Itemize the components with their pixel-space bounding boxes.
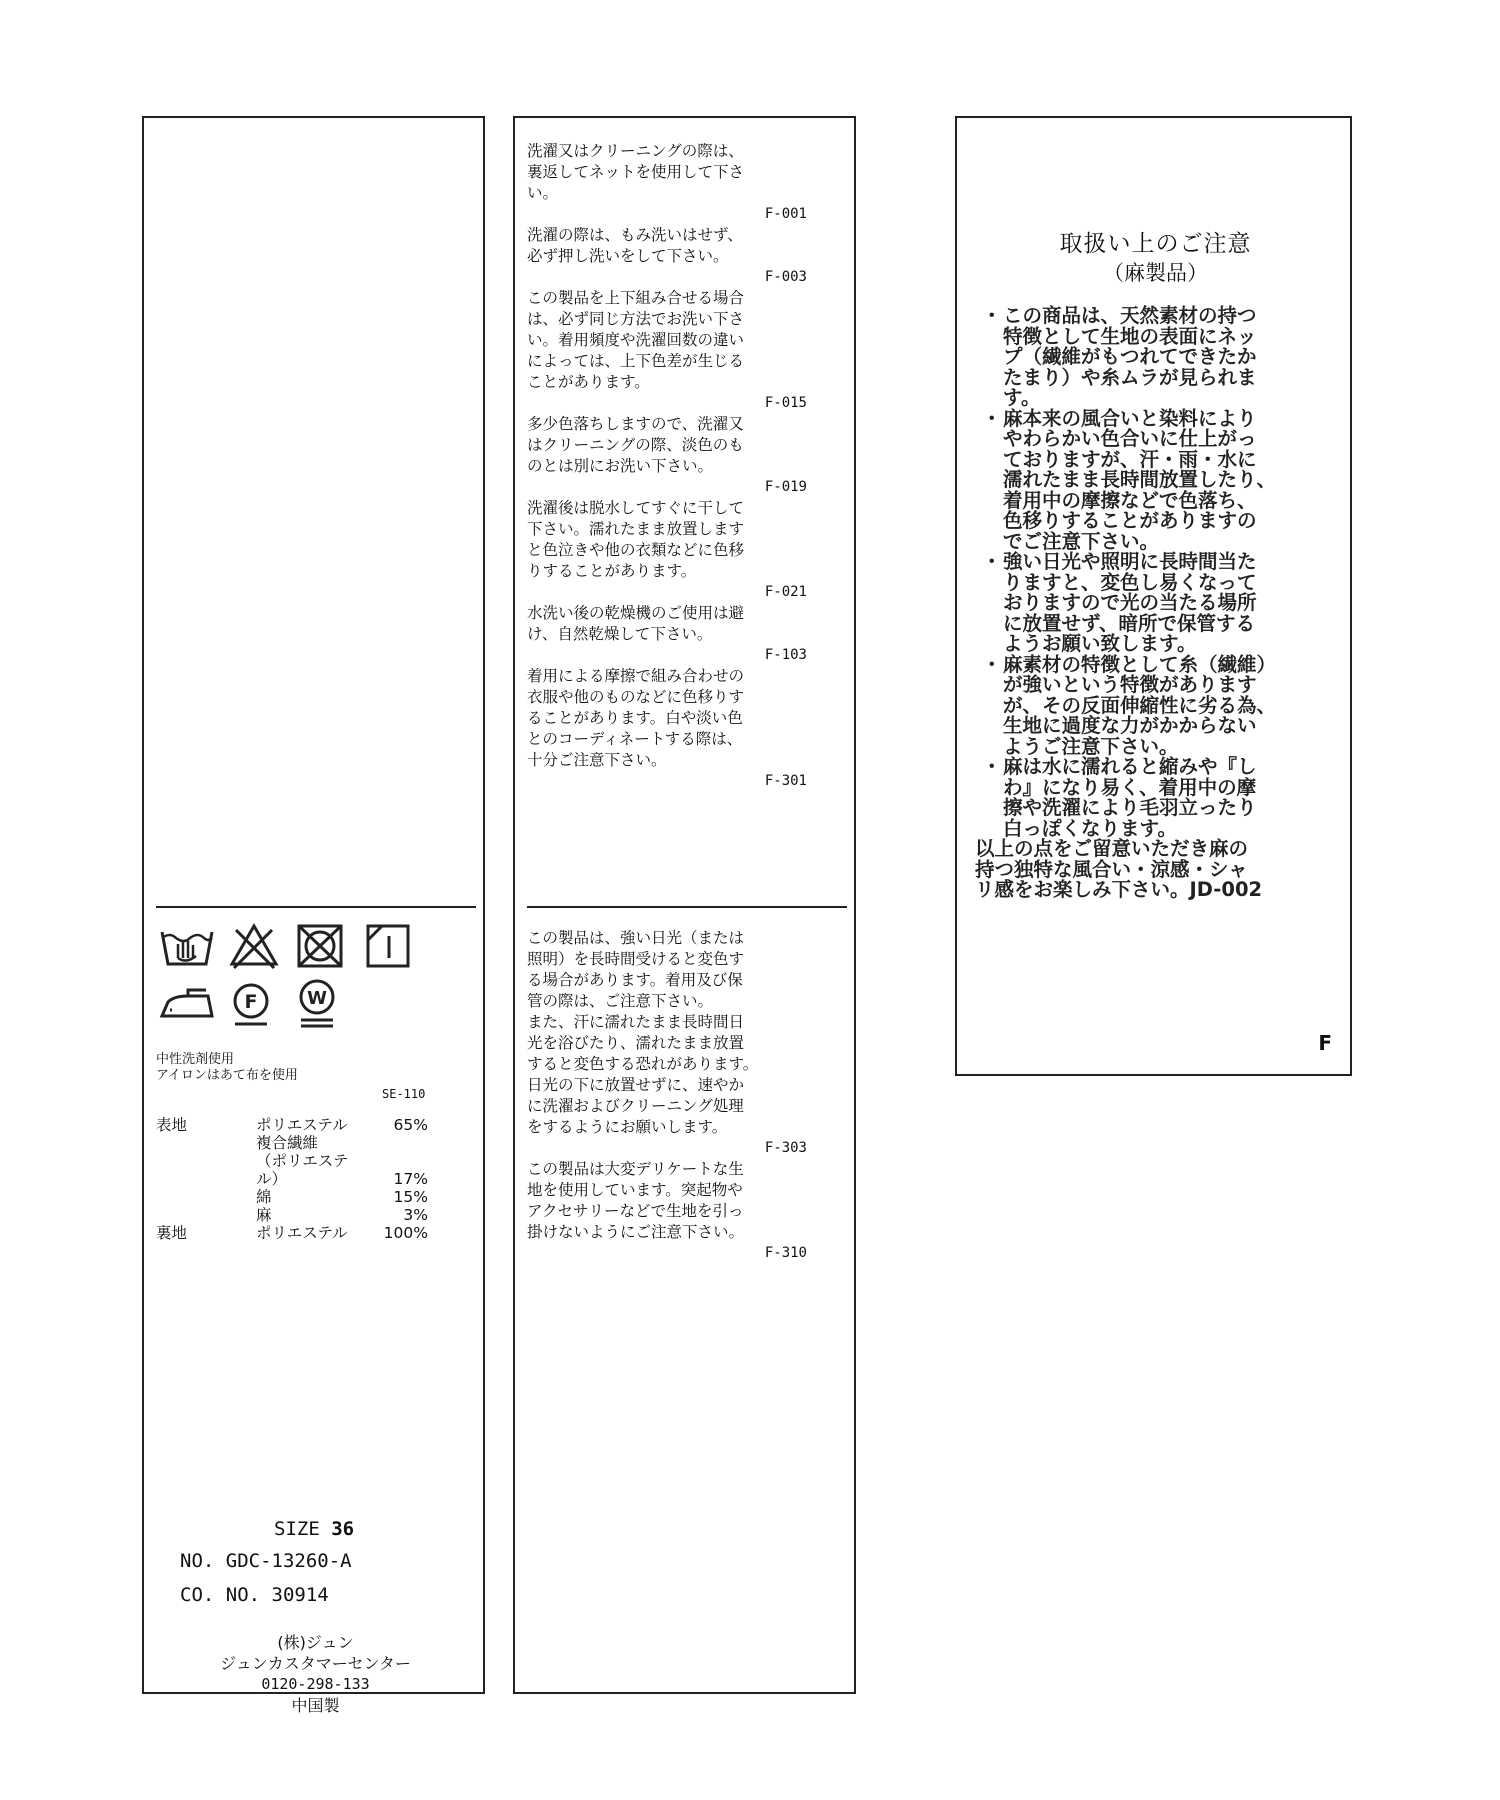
fabric-material: （ポリエステ <box>256 1152 349 1170</box>
fabric-row <box>156 1224 456 1242</box>
fabric-percent: 15% <box>393 1188 428 1206</box>
size-value: 36 <box>331 1518 355 1540</box>
care-note-text: 水洗い後の乾燥機のご使用は避 け、自然乾燥して下さい。 <box>527 604 745 643</box>
caution-closing: 以上の点をご留意いただき麻の 持つ独特な風合い・涼感・シャ リ感をお楽しみ下さい。JD-002 <box>975 837 1263 901</box>
fabric-material: 綿 <box>256 1188 272 1206</box>
fabric-composition <box>156 1116 456 1242</box>
care-note-text: 洗濯の際は、もみ洗いはせず、 必ず押し洗いをして下さい。 <box>527 226 743 265</box>
fabric-material: 複合繊維 <box>256 1134 319 1152</box>
label-divider <box>527 906 847 908</box>
bullet-mark: ・ <box>982 406 1002 430</box>
caution-bullets <box>979 306 1341 839</box>
bullet-mark: ・ <box>982 755 1002 778</box>
fabric-row <box>156 1134 456 1152</box>
care-note-detergent: 中性洗剤使用 <box>156 1052 235 1067</box>
care-note-text: この製品は、強い日光（または 照明）を長時間受けると変色す る場合があります。着用及び保 管の際は、ご注意下さい。 また、汗に濡れたまま長時間日 光を浴びたり、濡れたまま放置 すると変色する恐れがあります。 日光の下に放置せずに、速やか に洗濯およびクリーニング処理 をするようにお願いします。 <box>527 929 759 1136</box>
fabric-percent: 100% <box>383 1224 428 1242</box>
care-note-code: F-019 <box>764 479 807 495</box>
fabric-percent: 17% <box>393 1170 428 1188</box>
fabric-percent: 3% <box>403 1206 428 1224</box>
care-note <box>527 928 807 1159</box>
product-number-label: NO. <box>180 1550 215 1572</box>
fabric-part: 表地 <box>156 1116 188 1134</box>
customer-center: ジュンカスタマーセンター <box>220 1654 411 1673</box>
care-note-text: この製品を上下組み合せる場合 は、必ず同じ方法でお洗い下さ い。着用頻度や洗濯回数の違い によっては、上下色差が生じる ことがあります。 <box>527 289 745 391</box>
bullet-mark: ・ <box>982 550 1002 573</box>
caution-bullet <box>979 306 1341 409</box>
wet-clean-letter: W <box>307 988 327 1009</box>
co-number-label: CO. NO. <box>180 1584 261 1606</box>
bullet-mark: ・ <box>982 652 1002 676</box>
caution-bullet <box>979 652 1341 758</box>
care-note-code: F-015 <box>764 395 807 411</box>
fabric-part: 裏地 <box>156 1224 188 1242</box>
iron-low-icon <box>158 986 218 1022</box>
care-note-text: 洗濯又はクリーニングの際は、 裏返してネットを使用して下さ い。 <box>527 142 745 202</box>
care-note-code: F-103 <box>764 647 807 663</box>
fabric-material: ポリエステル <box>256 1116 348 1134</box>
caution-body <box>975 304 1341 901</box>
fabric-row <box>156 1116 456 1134</box>
care-note <box>527 414 807 498</box>
fabric-material: 麻 <box>256 1206 272 1224</box>
care-notes-bottom <box>527 928 807 1264</box>
care-notes-label <box>513 116 856 1694</box>
no-bleach-icon <box>228 922 280 970</box>
care-note <box>527 225 807 288</box>
care-note-code: F-001 <box>764 206 807 222</box>
caution-bullet-text: 麻素材の特徴として糸（繊維） が強いという特徴があります が、その反面伸縮性に劣る為、 生地に過度な力がかからない ようご注意下さい。 <box>1003 652 1277 758</box>
care-note-code: F-003 <box>764 269 807 285</box>
caution-bullet-text: 強い日光や照明に長時間当た りますと、変色し易くなって おりますので光の当たる場所 に放置せず、暗所で保管する ようお願い致します。 <box>1003 550 1257 655</box>
label-mark: F <box>1318 1031 1332 1055</box>
line-dry-icon <box>364 922 412 970</box>
care-notes-top <box>527 141 807 792</box>
care-note-text: この製品は大変デリケートな生 地を使用しています。突起物や アクセサリーなどで生地を引っ 掛けないようにご注意下さい。 <box>527 1160 745 1241</box>
size-line <box>274 1518 354 1540</box>
care-note <box>527 1159 807 1264</box>
care-note <box>527 666 807 792</box>
caution-bullet <box>979 406 1341 553</box>
company-name: (株)ジュン <box>277 1633 354 1652</box>
label-divider <box>156 906 476 908</box>
wash-hand-icon <box>158 924 216 970</box>
dry-clean-letter: F <box>244 991 258 1013</box>
fabric-row <box>156 1152 456 1170</box>
wet-clean-w-icon <box>292 976 342 1032</box>
composition-label <box>142 116 485 1715</box>
care-note-code: F-021 <box>764 584 807 600</box>
care-note-text: 多少色落ちしますので、洗濯又 はクリーニングの際、淡色のも のとは別にお洗い下さい。 <box>527 415 744 475</box>
linen-caution-label <box>955 116 1352 1076</box>
caution-bullet-text: 麻は水に濡れると縮みや『し わ』になり易く、着用中の摩 擦や洗濯により毛羽立ったり 白っぽくなります。 <box>1003 755 1257 840</box>
care-note <box>527 141 807 225</box>
caution-title: 取扱い上のご注意 <box>1059 231 1252 257</box>
no-tumble-dry-icon <box>295 922 345 970</box>
care-note-text: 着用による摩擦で組み合わせの 衣服や他のものなどに色移りす ることがあります。白や淡い色 とのコーディネートする際は、 十分ご注意下さい。 <box>527 667 745 769</box>
fabric-row <box>156 1188 456 1206</box>
fabric-percent: 65% <box>393 1116 428 1134</box>
caution-bullet-text: 麻本来の風合いと染料により やわらかい色合いに仕上がっ ておりますが、汗・雨・水に 濡れたまま長時間放置したり、 着用中の摩擦などで色落ち、 色移りすることがありますの でご注意下さい。 <box>1003 406 1277 553</box>
care-note-iron: アイロンはあて布を使用 <box>156 1068 298 1083</box>
co-number-value: 30914 <box>271 1584 329 1606</box>
dry-clean-f-icon <box>226 980 276 1030</box>
care-note <box>527 603 807 666</box>
fabric-row <box>156 1170 456 1188</box>
fabric-row <box>156 1206 456 1224</box>
caution-bullet <box>979 552 1341 655</box>
caution-subtitle: （麻製品） <box>1103 261 1208 285</box>
bullet-mark: ・ <box>982 304 1002 327</box>
care-note <box>527 498 807 603</box>
care-note-code: F-303 <box>764 1140 807 1156</box>
care-note-code: F-301 <box>764 773 807 789</box>
care-code: SE-110 <box>382 1087 426 1101</box>
size-label: SIZE <box>274 1518 320 1540</box>
product-number-value: GDC-13260-A <box>225 1550 352 1572</box>
care-note <box>527 288 807 414</box>
care-note-code: F-310 <box>764 1245 807 1261</box>
fabric-material: ル） <box>256 1170 288 1188</box>
fabric-material: ポリエステル <box>256 1224 348 1242</box>
co-number <box>180 1584 329 1606</box>
phone-number: 0120-298-133 <box>261 1675 370 1693</box>
product-number <box>180 1550 352 1572</box>
caution-bullet <box>979 757 1341 839</box>
country-of-origin: 中国製 <box>291 1696 340 1715</box>
caution-bullet-text: この商品は、天然素材の持つ 特徴として生地の表面にネッ プ（繊維がもつれてできたか たまり）や糸ムラが見られま す。 <box>1003 304 1257 409</box>
care-note-text: 洗濯後は脱水してすぐに干して 下さい。濡れたまま放置します と色泣きや他の衣類などに色移 りすることがあります。 <box>527 499 745 580</box>
